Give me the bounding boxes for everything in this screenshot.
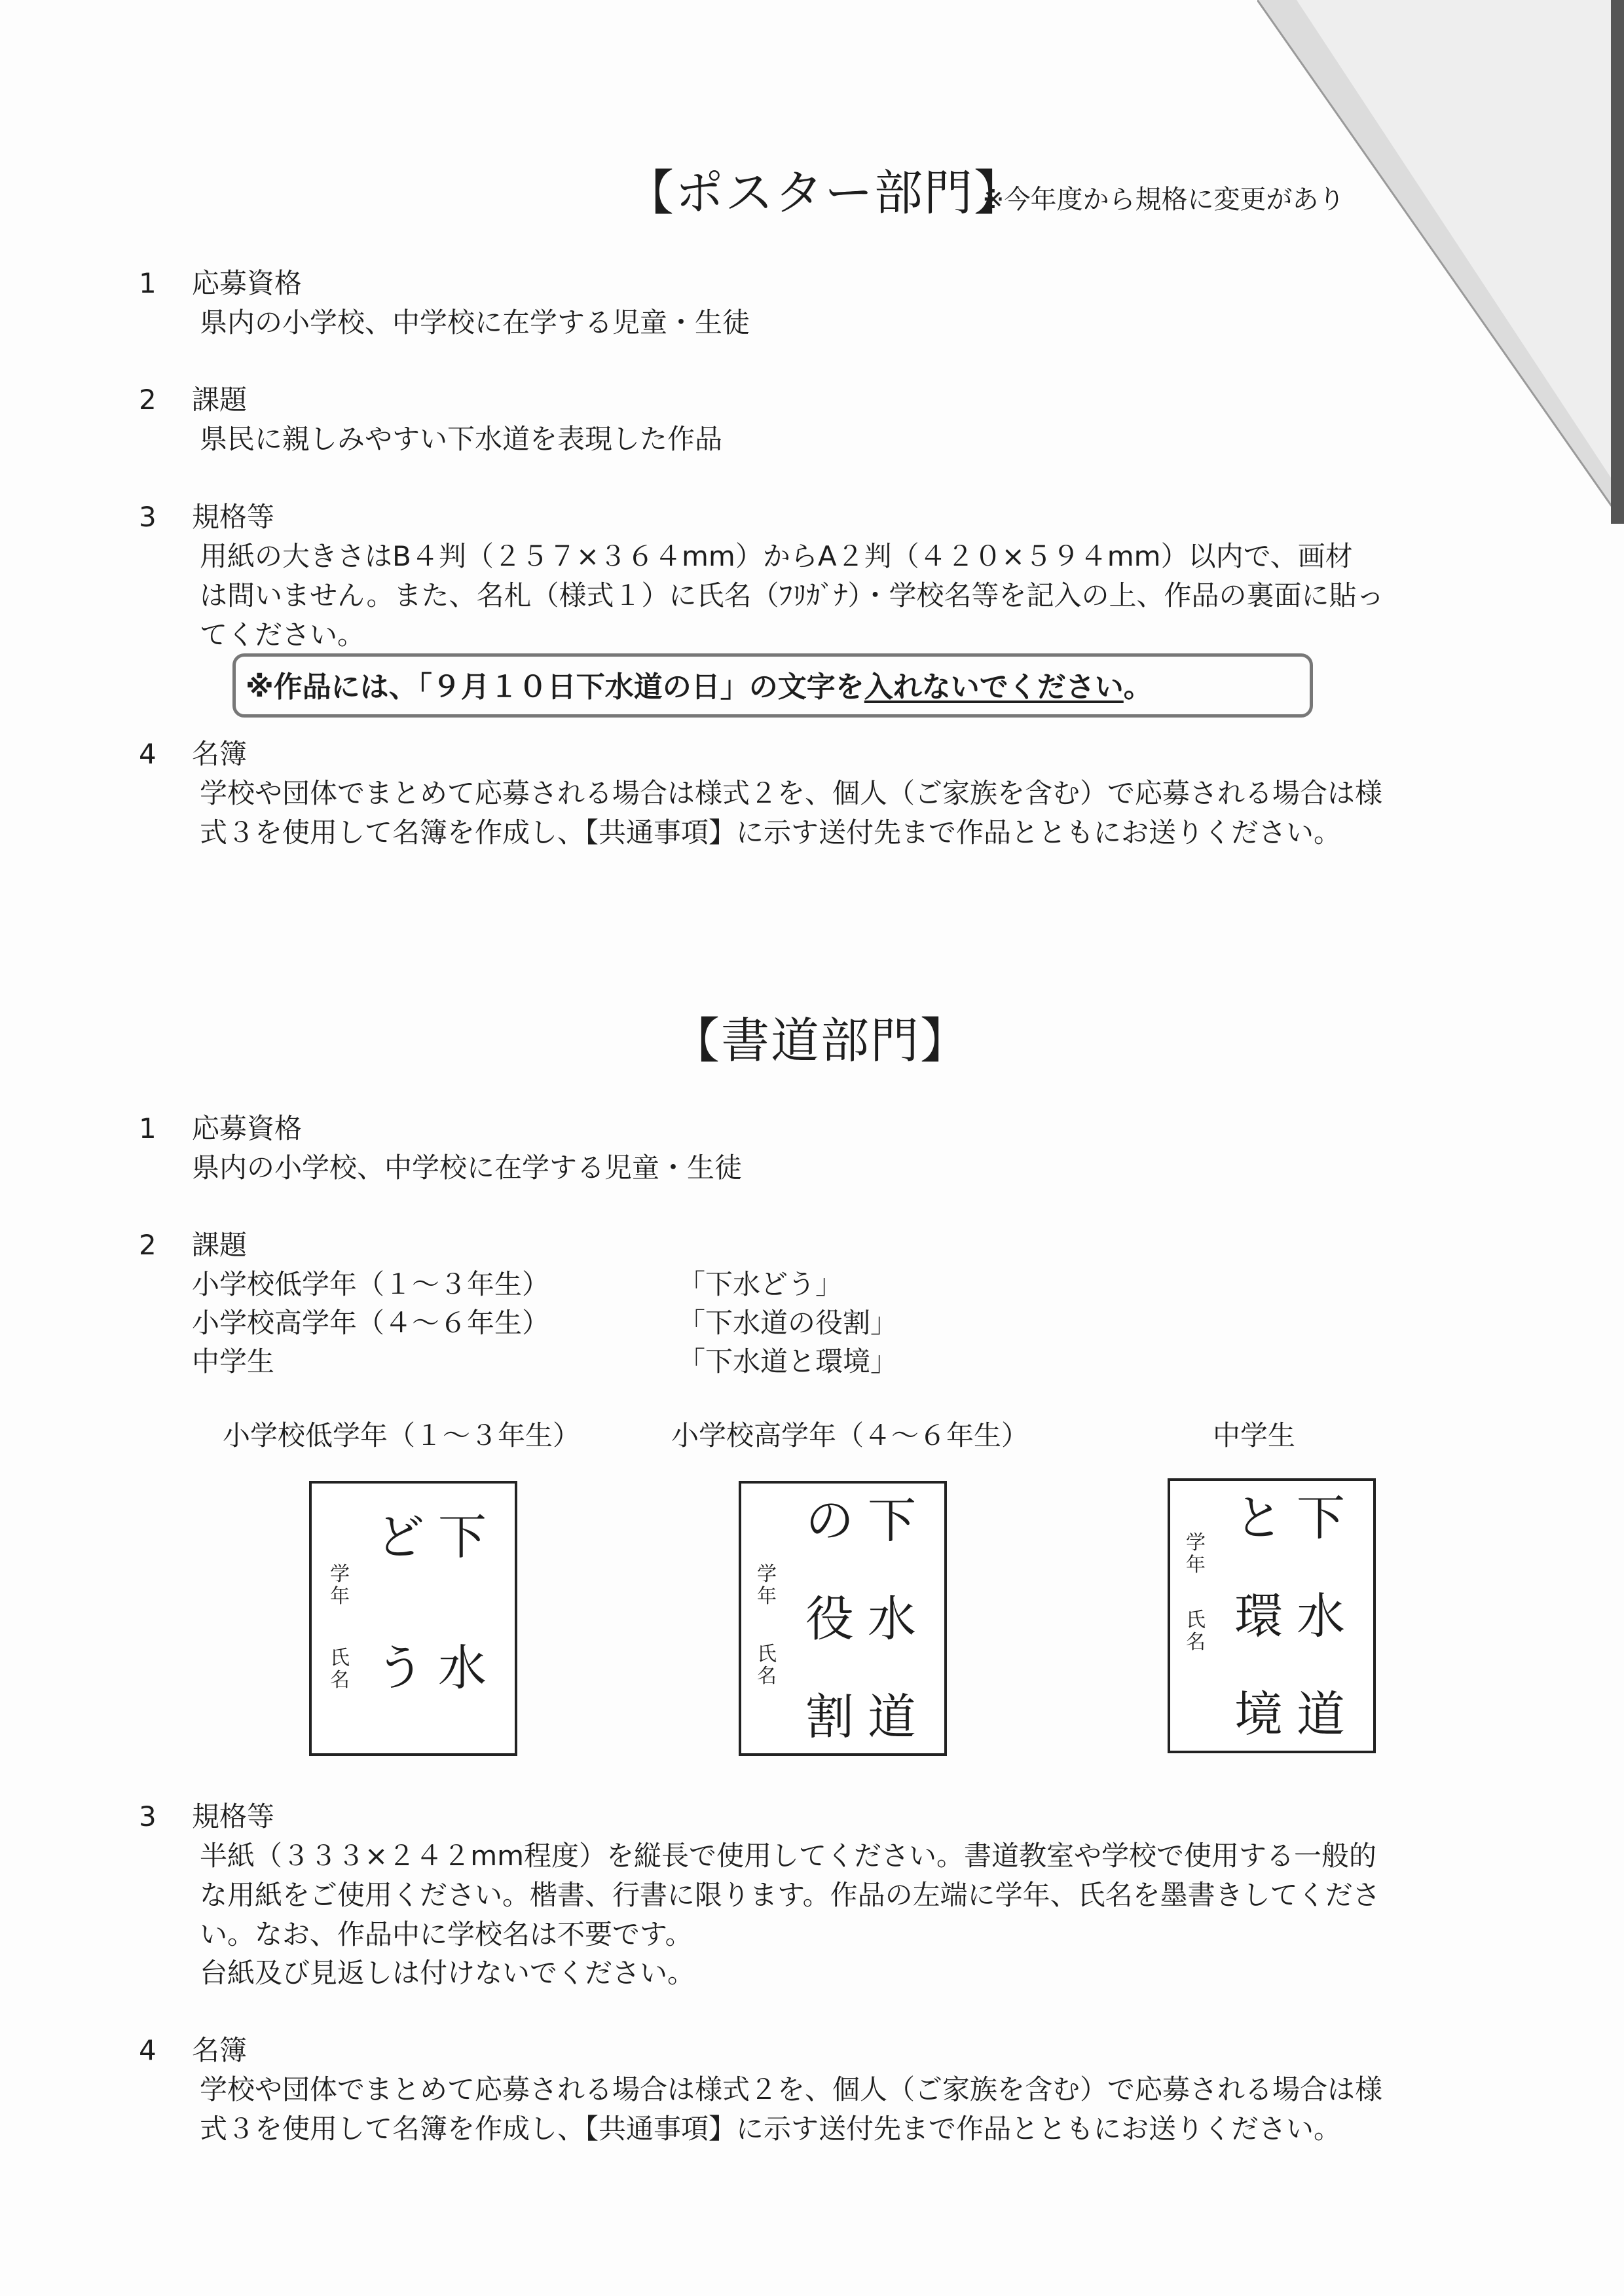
poster-item-1-line-1: 県内の小学校、中学校に在学する児童・生徒 [200, 306, 750, 338]
sample-2-char: 割 [805, 1689, 854, 1745]
callig-item-4-line-2: 式３を使用して名簿を作成し、【共通事項】に示す送付先まで作品とともにお送りください。 [200, 2113, 1342, 2145]
sample-1-char: う [376, 1640, 424, 1696]
sample-label-3: 中学生 [1213, 1419, 1296, 1451]
sample-sheet-2 [739, 1481, 947, 1756]
theme-text-1: 「下水どう」 [678, 1268, 843, 1300]
sample-1-char: ど [376, 1509, 424, 1565]
sample-1-grade-label: 学年 [330, 1563, 350, 1608]
sample-3-char: と [1234, 1490, 1283, 1546]
sample-3-name-label: 氏名 [1186, 1609, 1206, 1654]
notice-post: 。 [1123, 670, 1153, 704]
callig-item-3-heading: 規格等 [192, 1800, 275, 1832]
sample-3-char: 下 [1297, 1490, 1345, 1546]
sample-3-grade-label: 学年 [1186, 1531, 1206, 1576]
poster-item-4-heading: 名簿 [192, 738, 248, 770]
poster-item-3-line-2: は問いません。また、名札（様式１）に氏名（ﾌﾘｶﾞﾅ）・学校名等を記入の上、作品の裏面に貼っ [200, 579, 1384, 611]
sample-1-char: 下 [438, 1509, 487, 1565]
sample-2-char: 道 [868, 1689, 916, 1745]
calligraphy-title: 【書道部門】 [671, 1013, 970, 1069]
sample-3-char: 道 [1297, 1686, 1345, 1743]
poster-item-3-line-3: てください。 [200, 619, 365, 651]
sample-sheet-3 [1168, 1478, 1376, 1753]
sample-2-char: 下 [868, 1493, 916, 1549]
sample-2-grade-label: 学年 [757, 1563, 777, 1608]
callig-item-3-line-4: 台紙及び見返しは付けないでください。 [200, 1957, 695, 1989]
poster-item-2-number: 2 [139, 384, 157, 416]
notice-bold: ９月１０日下水道の日 [432, 670, 720, 704]
poster-item-4-number: 4 [139, 738, 157, 770]
sample-1-name-label: 氏名 [330, 1647, 350, 1692]
notice-text [246, 668, 1153, 707]
callig-item-3-line-3: い。なお、作品中に学校名は不要です。 [200, 1918, 693, 1950]
callig-item-1-line-1: 県内の小学校、中学校に在学する児童・生徒 [192, 1152, 743, 1184]
callig-item-3-number: 3 [139, 1800, 157, 1832]
sample-3-char: 環 [1234, 1588, 1283, 1645]
sample-3-char: 境 [1234, 1686, 1283, 1743]
callig-item-3-line-1: 半紙（３３３×２４２mm程度）を縦長で使用してください。書道教室や学校で使用する一般的 [200, 1840, 1377, 1872]
sample-2-char: の [805, 1493, 854, 1549]
sample-label-2: 小学校高学年（４～６年生） [671, 1419, 1029, 1451]
callig-item-1-heading: 応募資格 [192, 1112, 303, 1144]
poster-item-2-line-1: 県民に親しみやすい下水道を表現した作品 [200, 423, 723, 455]
poster-item-1-heading: 応募資格 [192, 267, 303, 299]
notice-underlined: 入れないでください [864, 670, 1124, 704]
notice-pre: ※作品には、「 [246, 670, 432, 704]
poster-item-3-heading: 規格等 [192, 501, 275, 533]
poster-item-2-heading: 課題 [192, 384, 248, 416]
sample-2-name-label: 氏名 [757, 1643, 777, 1688]
callig-item-4-heading: 名簿 [192, 2034, 248, 2066]
callig-item-2-number: 2 [139, 1229, 157, 1261]
poster-title: 【ポスター部門】 [625, 165, 1024, 221]
theme-grade-3: 中学生 [192, 1345, 275, 1377]
sample-2-char: 役 [805, 1591, 854, 1647]
poster-item-3-number: 3 [139, 501, 157, 533]
poster-item-4-line-2: 式３を使用して名簿を作成し、【共通事項】に示す送付先まで作品とともにお送りください。 [200, 816, 1342, 848]
poster-item-4-line-1: 学校や団体でまとめて応募される場合は様式２を、個人（ご家族を含む）で応募される場合は様 [200, 777, 1383, 809]
sample-2-char: 水 [868, 1591, 916, 1647]
sample-label-1: 小学校低学年（１～３年生） [223, 1419, 581, 1451]
callig-item-1-number: 1 [139, 1112, 157, 1144]
notice-mid: 」の文字を [720, 670, 864, 704]
sample-3-char: 水 [1297, 1588, 1345, 1645]
poster-item-3-line-1: 用紙の大きさはB４判（２５７×３６４mm）からA２判（４２０×５９４mm）以内で、画材 [200, 540, 1353, 572]
callig-item-4-line-1: 学校や団体でまとめて応募される場合は様式２を、個人（ご家族を含む）で応募される場合は様 [200, 2073, 1383, 2105]
folded-corner [1257, 0, 1624, 524]
poster-title-note: ※今年度から規格に変更があり [982, 185, 1345, 215]
callig-item-4-number: 4 [139, 2034, 157, 2066]
theme-grade-2: 小学校高学年（４～６年生） [192, 1307, 550, 1339]
theme-text-2: 「下水道の役割」 [678, 1307, 898, 1339]
callig-item-2-heading: 課題 [192, 1229, 248, 1261]
sample-sheet-1 [309, 1481, 517, 1756]
theme-grade-1: 小学校低学年（１～３年生） [192, 1268, 550, 1300]
poster-item-1-number: 1 [139, 267, 157, 299]
callig-item-3-line-2: な用紙をご使用ください。楷書、行書に限ります。作品の左端に学年、氏名を墨書きしてくださ [200, 1879, 1380, 1911]
sample-1-char: 水 [438, 1640, 487, 1696]
theme-text-3: 「下水道と環境」 [678, 1345, 898, 1377]
